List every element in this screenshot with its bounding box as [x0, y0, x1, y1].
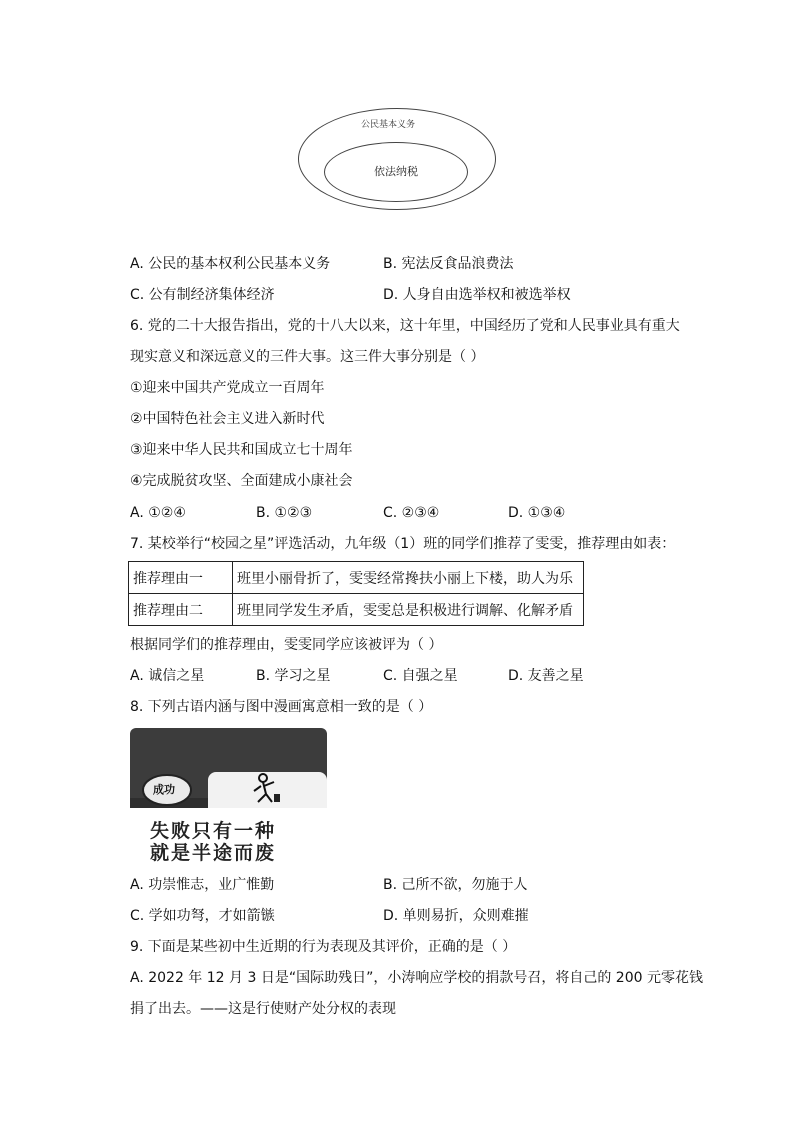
cartoon-scene: [130, 728, 327, 808]
q5-option-b: B. 宪法反食品浪费法: [383, 256, 514, 272]
inner-ellipse: [324, 142, 468, 202]
q9-option-a-line1: A. 2022 年 12 月 3 日是“国际助残日”，小涛响应学校的捐款号召，将自己的 200 元零花钱: [130, 970, 703, 986]
q8-option-c: C. 学如功弩，才如箭镞: [130, 908, 275, 924]
q7-stem: 7. 某校举行“校园之星”评选活动，九年级（1）班的同学们推荐了雯雯，推荐理由如表：: [130, 536, 676, 552]
cartoon-caption-line2: 就是半途而废: [150, 842, 277, 864]
outer-ellipse-label: 公民基本义务: [361, 120, 416, 130]
q8-option-a: A. 功崇惟志，业广惟勤: [130, 877, 275, 893]
q9-option-a-line2: 捐了出去。——这是行使财产处分权的表现: [130, 1001, 396, 1017]
table-row: [129, 562, 584, 594]
q8-option-b: B. 己所不欲，勿施于人: [383, 877, 528, 893]
table-cell-value: 班里小丽骨折了，雯雯经常搀扶小丽上下楼，助人为乐: [233, 562, 584, 594]
q6-item-2: ②中国特色社会主义进入新时代: [130, 411, 325, 427]
q7-option-d: D. 友善之星: [508, 668, 584, 684]
q6-option-c: C. ②③④: [383, 505, 440, 521]
q5-option-c: C. 公有制经济集体经济: [130, 287, 275, 303]
q6-stem-line2: 现实意义和深远意义的三件大事。这三件大事分别是（ ）: [130, 349, 485, 365]
q6-stem-line1: 6. 党的二十大报告指出，党的十八大以来，这十年里，中国经历了党和人民事业具有重大: [130, 318, 680, 334]
q6-item-3: ③迎来中华人民共和国成立七十周年: [130, 442, 353, 458]
q5-option-d: D. 人身自由选举权和被选举权: [383, 287, 571, 303]
table-cell-key: 推荐理由二: [129, 594, 233, 626]
q5-option-a: A. 公民的基本权利公民基本义务: [130, 256, 331, 272]
cartoon-badge-text: 成功: [153, 783, 175, 796]
q6-item-1: ①迎来中国共产党成立一百周年: [130, 380, 325, 396]
q6-option-a: A. ①②④: [130, 505, 186, 521]
q7-option-a: A. 诚信之星: [130, 668, 205, 684]
q6-option-b: B. ①②③: [256, 505, 313, 521]
q7-option-b: B. 学习之星: [256, 668, 331, 684]
q7-option-c: C. 自强之星: [383, 668, 458, 684]
q8-stem: 8. 下列古语内涵与图中漫画寓意相一致的是（ ）: [130, 699, 433, 715]
inner-ellipse-label: 依法纳税: [374, 165, 418, 178]
table-row: [129, 594, 584, 626]
cartoon-caption-line1: 失败只有一种: [150, 820, 277, 842]
table-cell-value: 班里同学发生矛盾，雯雯总是积极进行调解、化解矛盾: [233, 594, 584, 626]
q8-option-d: D. 单则易折，众则难摧: [383, 908, 529, 924]
table-cell-key: 推荐理由一: [129, 562, 233, 594]
cartoon-image: [130, 728, 327, 864]
q7-after-table: 根据同学们的推荐理由，雯雯同学应该被评为（ ）: [130, 637, 443, 653]
q6-item-4: ④完成脱贫攻坚、全面建成小康社会: [130, 473, 353, 489]
q6-option-d: D. ①③④: [508, 505, 566, 521]
venn-diagram: [298, 108, 496, 210]
q9-stem: 9. 下面是某些初中生近期的行为表现及其评价，正确的是（ ）: [130, 939, 517, 955]
recommendation-table: [128, 561, 584, 626]
